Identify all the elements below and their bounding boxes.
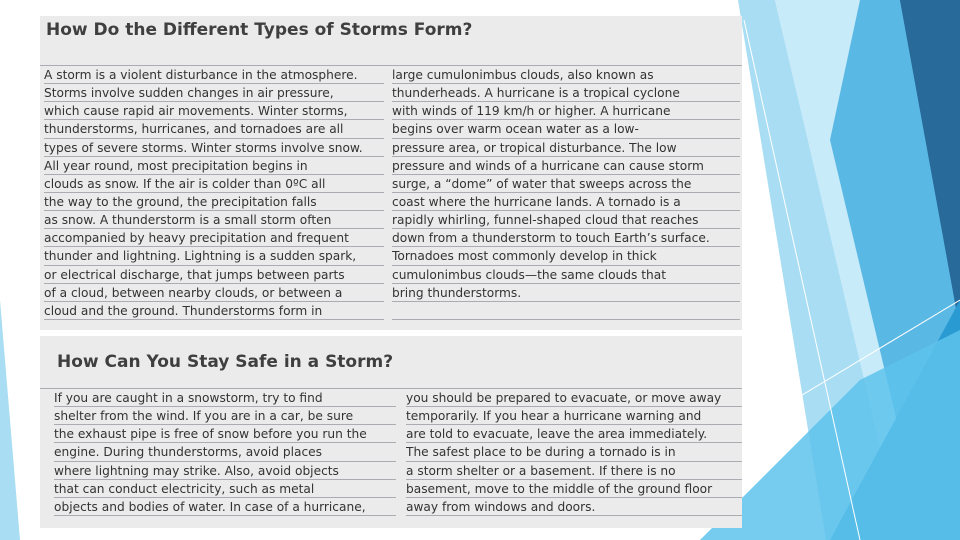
text-segment: down from a thunderstorm to touch Earth’s surface. <box>392 231 710 246</box>
text-segment: temporarily. <box>406 409 483 424</box>
text-line <box>44 193 384 211</box>
text-line <box>44 84 384 102</box>
text-line <box>44 66 384 84</box>
text-segment: If you hear a hurricane warning and <box>482 409 702 424</box>
text-segment: A <box>95 213 113 228</box>
text-line <box>54 443 396 461</box>
text-segment: Storms involve sudden changes in air pressure, <box>44 86 334 101</box>
text-segment: If you are caught in a snowstorm, try to find <box>54 391 323 405</box>
text-segment: is a <box>655 194 681 209</box>
text-segment: you should be prepared to <box>406 391 571 405</box>
text-segment: the exhaust pipe is free of snow before you run the <box>54 427 367 442</box>
text-segment: During thunderstorms, avoid places <box>103 445 322 460</box>
text-segment: surge, <box>392 176 430 191</box>
text-line <box>392 193 740 211</box>
text-line <box>406 498 742 516</box>
text-line <box>54 407 396 425</box>
text-line <box>44 302 384 320</box>
text-segment: evacuate, <box>570 391 632 405</box>
text-segment: which cause rapid air movements. Winter storms, <box>44 104 348 119</box>
text-line <box>406 480 742 498</box>
text-line <box>44 247 384 265</box>
text-line <box>392 247 740 265</box>
storms-form-right-column <box>392 66 740 320</box>
text-line <box>54 389 396 407</box>
text-segment: a “dome” of water that sweeps across the <box>429 176 692 191</box>
text-line <box>44 120 384 138</box>
text-segment: large cumulonimbus clouds, also known as <box>392 68 654 82</box>
text-segment: The safest place to be during a tornado is in <box>406 445 676 460</box>
text-line <box>406 462 742 480</box>
text-line <box>392 84 740 102</box>
text-segment: thunderstorms, hurricanes, and tornadoes are all <box>44 122 344 137</box>
text-segment: cumulonimbus clouds—the same clouds that <box>392 267 666 282</box>
text-line <box>54 480 396 498</box>
text-line <box>44 266 384 284</box>
text-segment: pressure and winds of a hurricane can cause <box>392 158 669 173</box>
text-segment: If there is no <box>595 463 676 478</box>
text-segment: the way to the ground, the precipitation falls <box>44 194 317 209</box>
text-segment: coast where the hurricane lands. A <box>392 194 609 209</box>
text-segment: thunderstorm <box>112 213 196 228</box>
text-segment: A hurricane <box>600 104 671 119</box>
text-segment: or electrical discharge, that jumps between parts <box>44 267 345 282</box>
text-segment: engine. <box>54 445 104 460</box>
text-segment: cloud and the ground. <box>44 303 183 318</box>
text-segment: types of severe storms. Winter storms involve snow. <box>44 140 363 155</box>
stay-safe-panel <box>40 336 742 528</box>
stay-safe-right-column <box>406 389 742 516</box>
text-segment: a storm shelter or a basement. <box>406 463 596 478</box>
text-segment: If you are in a car, be sure <box>188 409 354 424</box>
text-segment: pressure area, or tropical disturbance. <box>392 140 626 155</box>
text-segment: hurricane <box>496 86 555 101</box>
text-segment: is a violent disturbance in the atmosphere. <box>91 68 358 82</box>
text-line <box>392 229 740 247</box>
text-segment: A <box>480 86 497 101</box>
text-segment: away from windows and doors. <box>406 499 596 514</box>
text-line <box>392 102 740 120</box>
text-segment: or move away <box>631 391 722 405</box>
text-segment: Tornadoes most commonly develop in thick <box>392 249 657 264</box>
text-line <box>406 425 742 443</box>
text-line <box>44 284 384 302</box>
storms-form-panel <box>40 16 742 330</box>
text-segment: thunderheads. <box>392 86 481 101</box>
text-line <box>406 407 742 425</box>
text-segment: All year round, most precipitation begins in <box>44 158 308 173</box>
text-line <box>392 175 740 193</box>
text-segment: bring thunderstorms. <box>392 285 522 300</box>
text-segment: of a cloud, between nearby clouds, or between a <box>44 285 343 300</box>
text-line <box>44 139 384 157</box>
text-segment: that can conduct electricity, such as metal <box>54 481 315 496</box>
text-line <box>392 266 740 284</box>
section-title-storms-form: How Do the Different Types of Storms Form? <box>46 20 473 40</box>
text-line <box>406 443 742 461</box>
text-segment: rapidly whirling, funnel-shaped cloud that reaches <box>392 213 699 228</box>
text-segment: begins over warm ocean water as a low- <box>392 122 639 137</box>
text-line <box>392 284 740 302</box>
text-line <box>392 139 740 157</box>
text-segment: Thunderstorms form in <box>182 303 323 318</box>
text-segment: shelter from the wind. <box>54 409 189 424</box>
text-line <box>54 425 396 443</box>
text-line <box>392 120 740 138</box>
text-line <box>44 211 384 229</box>
text-segment: In case of a hurricane, <box>225 499 366 514</box>
text-line <box>54 462 396 480</box>
text-line <box>44 157 384 175</box>
text-segment: thunder and lightning. <box>44 249 185 264</box>
text-line <box>392 302 740 320</box>
text-segment: where lightning may strike. Also, avoid objects <box>54 463 339 478</box>
text-segment: Lightning <box>184 249 242 264</box>
text-line <box>392 66 740 84</box>
text-segment: is a small storm often <box>195 213 332 228</box>
text-segment: clouds as snow. If the air is colder than 0ºC all <box>44 176 326 191</box>
text-segment: is a sudden spark, <box>241 249 357 264</box>
section-title-stay-safe: How Can You Stay Safe in a Storm? <box>57 352 394 372</box>
text-segment: A <box>44 68 57 82</box>
text-line <box>54 498 396 516</box>
text-segment: are told to evacuate, leave the area immediately. <box>406 427 708 442</box>
text-segment: as snow. <box>44 213 96 228</box>
text-line <box>44 102 384 120</box>
text-line <box>44 229 384 247</box>
text-segment: with winds of 119 km/h or higher. <box>392 104 601 119</box>
text-line <box>406 389 742 407</box>
text-line <box>392 157 740 175</box>
stay-safe-left-column <box>54 389 396 516</box>
text-line <box>392 211 740 229</box>
text-segment: basement, move to the middle of the ground floor <box>406 481 713 496</box>
text-segment: accompanied by heavy precipitation and frequent <box>44 231 349 246</box>
text-segment: objects and bodies of water. <box>54 499 226 514</box>
storms-form-left-column <box>44 66 384 320</box>
text-segment: is a tropical cyclone <box>554 86 680 101</box>
text-segment: storm <box>56 68 92 82</box>
text-segment: The low <box>625 140 677 155</box>
text-line <box>44 175 384 193</box>
decor-left-sliver <box>0 300 20 540</box>
text-segment: storm <box>668 158 704 173</box>
text-segment: tornado <box>608 194 656 209</box>
